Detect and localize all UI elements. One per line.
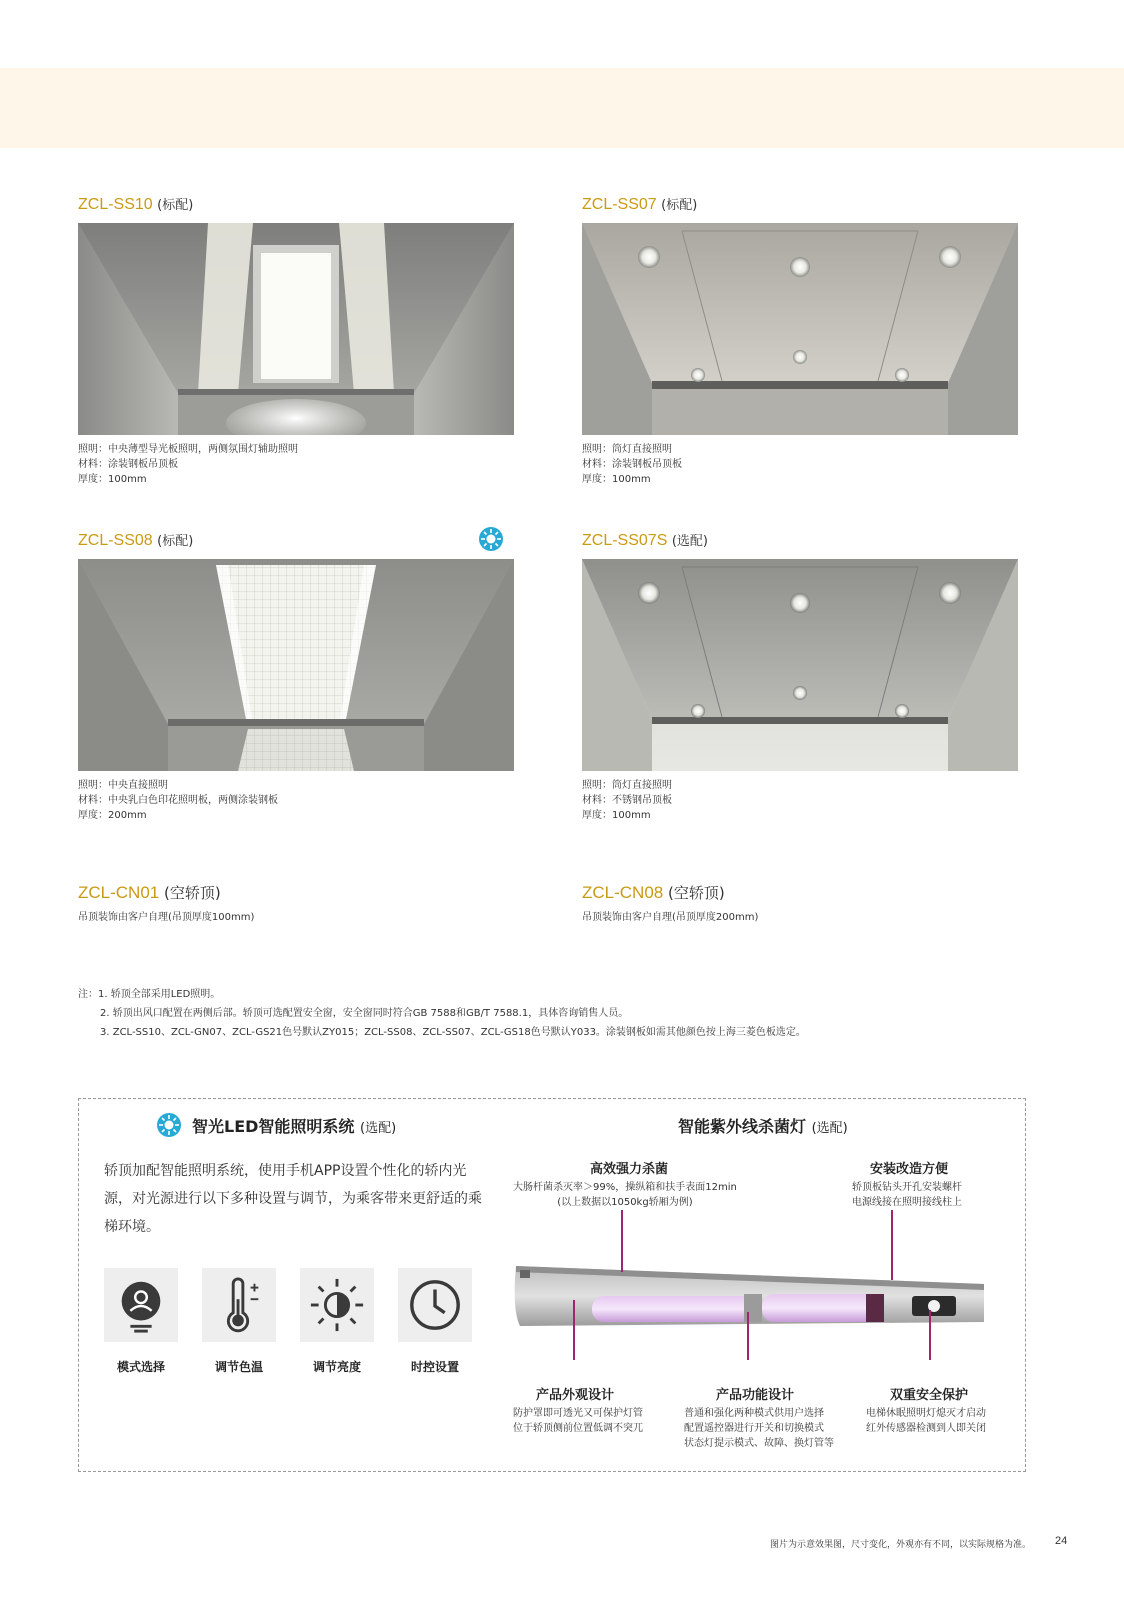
smart-light-badge-icon xyxy=(478,526,504,552)
product-title-ss07: ZCL-SS07 (标配) xyxy=(582,196,698,213)
product-specs-ss07: 照明：筒灯直接照明 材料：涂装钢板吊顶板 厚度：100mm xyxy=(582,444,682,485)
product-desc-cn01: 吊顶装饰由客户自理(吊顶厚度100mm) xyxy=(78,912,255,923)
ceiling-photo-ss08 xyxy=(78,559,514,771)
smart-light-intro: 轿顶加配智能照明系统，使用手机APP设置个性化的轿内光源，对光源进行以下多种设置与调节，为乘客带来更舒适的乘梯环境。 xyxy=(104,1163,482,1235)
product-title-ss08: ZCL-SS08 (标配) xyxy=(78,532,194,549)
note-line-2: 2. 轿顶出风口配置在两侧后部。轿顶可选配置安全窗，安全窗同时符合GB 7588和GB/T 7588.1，具体咨询销售人员。 xyxy=(100,1008,629,1019)
feature-desc-appearance: 防护罩即可透光又可保护灯管 位于轿顶侧前位置低调不突兀 xyxy=(513,1408,643,1434)
smart-light-title: 智光LED智能照明系统 (选配) xyxy=(192,1117,397,1136)
feature-desc-function: 普通和强化两种模式供用户选择 配置遥控器进行开关和切换模式 状态灯提示模式、故障、换灯管等 xyxy=(684,1408,834,1449)
note-line-1: 1. 轿顶全部采用LED照明。 xyxy=(98,989,221,1000)
product-title-cn01: ZCL-CN01 (空轿顶) xyxy=(78,883,221,902)
smart-light-logo-icon xyxy=(156,1112,182,1138)
mode-icon xyxy=(104,1268,178,1342)
product-title-ss10: ZCL-SS10 (标配) xyxy=(78,196,194,213)
product-specs-ss10: 照明：中央薄型导光板照明，两侧氛围灯辅助照明 材料：涂装钢板吊顶板 厚度：100mm xyxy=(78,444,298,485)
thermometer-icon xyxy=(202,1268,276,1342)
product-title-cn08: ZCL-CN08 (空轿顶) xyxy=(582,883,725,902)
notes xyxy=(78,985,806,1042)
feature-desc-installation: 轿顶板钻头开孔安装螺杆 电源线接在照明接线柱上 xyxy=(852,1182,962,1208)
product-specs-ss07s: 照明：筒灯直接照明 材料：不锈钢吊顶板 厚度：100mm xyxy=(582,780,672,821)
ceiling-photo-ss10 xyxy=(78,223,514,435)
note-line-3: 3. ZCL-SS10、ZCL-GN07、ZCL-GS21色号默认ZY015；ZCL-SS08、ZCL-SS07、ZCL-GS18色号默认Y033。涂装钢板如需其他颜色按上海三菱色板选定。 xyxy=(100,1027,806,1038)
feature-heading-appearance: 产品外观设计 xyxy=(536,1388,615,1403)
product-title-ss07s: ZCL-SS07S (选配) xyxy=(582,532,708,549)
icon-label-timer: 时控设置 xyxy=(410,1360,459,1374)
page-number: 24 xyxy=(1055,1535,1068,1547)
notes-label: 注： xyxy=(78,989,98,1000)
uv-lamp-illustration xyxy=(510,1210,990,1390)
feature-desc-sterilization: 大肠杆菌杀灭率＞99%，操纵箱和扶手表面12min (以上数据以1050kg轿厢为例) xyxy=(513,1182,737,1208)
feature-heading-function: 产品功能设计 xyxy=(716,1388,795,1403)
feature-heading-installation: 安装改造方便 xyxy=(870,1162,949,1177)
feature-desc-safety: 电梯休眠照明灯熄灭才启动 红外传感器检测到人即关闭 xyxy=(866,1408,986,1434)
product-desc-cn08: 吊顶装饰由客户自理(吊顶厚度200mm) xyxy=(582,912,759,923)
footer-disclaimer: 图片为示意效果图，尺寸变化，外观亦有不同，以实际规格为准。 xyxy=(770,1540,1032,1550)
icon-label-mode: 模式选择 xyxy=(116,1360,165,1374)
brightness-icon xyxy=(300,1268,374,1342)
ceiling-photo-ss07s xyxy=(582,559,1018,771)
ceiling-photo-ss07 xyxy=(582,223,1018,435)
clock-icon xyxy=(398,1268,472,1342)
icon-label-brightness: 调节亮度 xyxy=(312,1360,361,1374)
icon-label-temperature: 调节色温 xyxy=(214,1360,263,1374)
product-specs-ss08: 照明：中央直接照明 材料：中央乳白色印花照明板，两侧涂装钢板 厚度：200mm xyxy=(78,780,278,821)
feature-heading-sterilization: 高效强力杀菌 xyxy=(590,1162,669,1177)
uv-lamp-title: 智能紫外线杀菌灯 (选配) xyxy=(678,1117,848,1136)
feature-heading-safety: 双重安全保护 xyxy=(890,1388,969,1403)
top-band xyxy=(0,68,1124,148)
